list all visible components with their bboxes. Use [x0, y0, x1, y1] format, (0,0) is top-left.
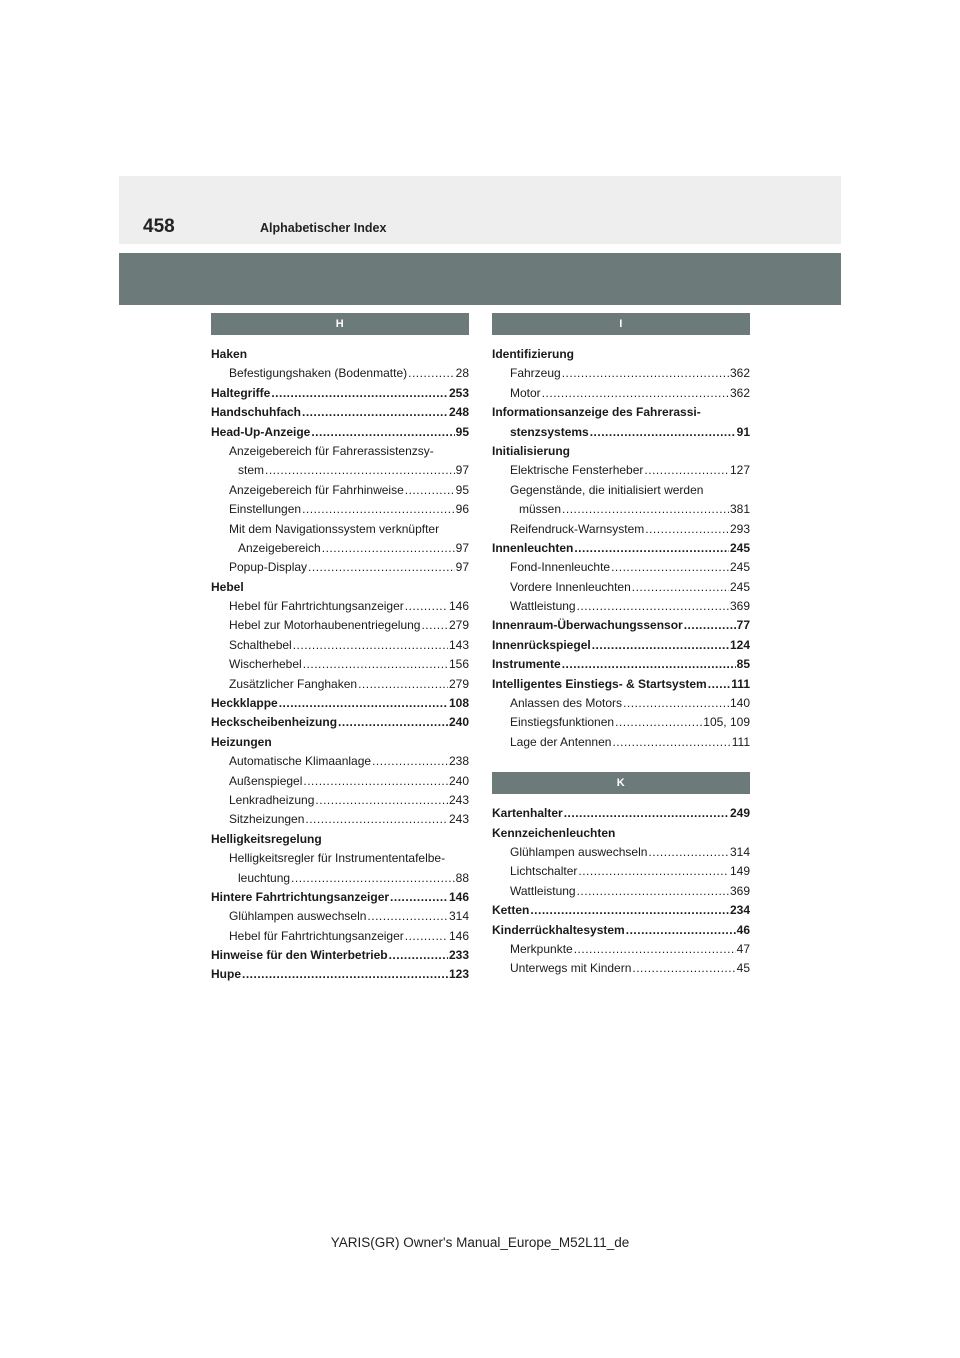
index-entry — [492, 384, 750, 403]
entry-term: Popup-Display — [229, 560, 308, 575]
entry-page: 105, 109 — [703, 715, 750, 730]
entry-page: 314 — [448, 909, 469, 924]
entry-page: 95 — [455, 482, 469, 497]
entry-page: 45 — [736, 961, 750, 976]
page-header — [119, 176, 841, 244]
dot-leader — [405, 481, 455, 500]
dot-leader — [592, 636, 729, 655]
index-entry — [211, 733, 469, 752]
header-band — [119, 253, 841, 305]
dot-leader — [574, 539, 729, 558]
entry-term: Head-Up-Anzeige — [211, 424, 311, 439]
index-entry — [211, 907, 469, 926]
index-entry — [492, 423, 750, 442]
entry-page: 96 — [455, 502, 469, 517]
entry-term: Anzeigebereich für Fahrerassistenzsy- — [229, 443, 434, 458]
dot-leader — [338, 713, 448, 732]
entry-term: Kennzeichenleuchten — [492, 825, 616, 840]
entry-page: 46 — [736, 922, 750, 937]
index-entry — [211, 966, 469, 985]
index-entry — [211, 597, 469, 616]
entry-page: 143 — [448, 637, 469, 652]
letter-bar-k: K — [492, 772, 750, 794]
dot-leader — [315, 791, 448, 810]
dot-leader — [564, 804, 729, 823]
entry-term: Heckklappe — [211, 696, 278, 711]
entry-term: Wattleistung — [510, 599, 576, 614]
entry-term: Fahrzeug — [510, 366, 561, 381]
entry-page: 369 — [729, 883, 750, 898]
index-entry — [492, 655, 750, 674]
index-entry — [211, 655, 469, 674]
entry-page: 234 — [729, 903, 750, 918]
entry-page: 362 — [729, 385, 750, 400]
entry-term: müssen — [519, 502, 562, 517]
entry-term: Fond-Innenleuchte — [510, 560, 611, 575]
dot-leader — [271, 384, 448, 403]
index-entry — [211, 423, 469, 442]
entry-term: Instrumente — [492, 657, 561, 672]
entry-term: Einstellungen — [229, 502, 302, 517]
page-number: 458 — [143, 216, 175, 237]
dot-leader — [574, 940, 736, 959]
dot-leader — [542, 384, 729, 403]
index-entry — [211, 752, 469, 771]
dot-leader — [577, 882, 729, 901]
entry-page: 249 — [729, 806, 750, 821]
dot-leader — [279, 694, 448, 713]
entry-term: Hebel für Fahrtrichtungsanzeiger — [229, 928, 404, 943]
entry-term: Glühlampen auswechseln — [229, 909, 367, 924]
index-entry — [492, 882, 750, 901]
index-entry — [492, 733, 750, 752]
section-spacer — [492, 752, 750, 772]
entry-term: Schalthebel — [229, 637, 292, 652]
index-column-left — [211, 313, 469, 985]
dot-leader — [302, 500, 455, 519]
index-entry — [211, 927, 469, 946]
index-column-right — [492, 313, 750, 979]
index-entry — [211, 520, 469, 539]
index-entry — [492, 713, 750, 732]
entry-page: 123 — [448, 967, 469, 982]
entry-term: Motor — [510, 385, 541, 400]
index-entry — [492, 959, 750, 978]
index-entry — [211, 364, 469, 383]
entry-page: 243 — [448, 792, 469, 807]
entry-term: Innenrückspiegel — [492, 637, 591, 652]
dot-leader — [311, 423, 454, 442]
entry-page: 91 — [736, 424, 750, 439]
index-entry — [211, 946, 469, 965]
dot-leader — [367, 907, 448, 926]
dot-leader — [612, 733, 730, 752]
entry-page: 243 — [448, 812, 469, 827]
index-entry — [211, 888, 469, 907]
entry-term: Glühlampen auswechseln — [510, 844, 648, 859]
entry-page: 238 — [448, 754, 469, 769]
index-entry — [492, 539, 750, 558]
dot-leader — [684, 616, 736, 635]
index-entry — [211, 636, 469, 655]
entry-page: 95 — [455, 424, 469, 439]
entry-term: Ketten — [492, 903, 530, 918]
entry-term: Hebel für Fahrtrichtungsanzeiger — [229, 599, 404, 614]
index-entry — [211, 578, 469, 597]
dot-leader — [530, 901, 729, 920]
entry-term: Wattleistung — [510, 883, 576, 898]
entry-page: 88 — [455, 870, 469, 885]
index-entry — [211, 461, 469, 480]
dot-leader — [708, 675, 731, 694]
entry-page: 97 — [455, 540, 469, 555]
dot-leader — [645, 520, 729, 539]
entry-page: 293 — [729, 521, 750, 536]
dot-leader — [421, 616, 448, 635]
entry-term: Einstiegsfunktionen — [510, 715, 615, 730]
dot-leader — [577, 597, 729, 616]
entry-page: 146 — [448, 599, 469, 614]
entry-term: Innenraum-Überwachungssensor — [492, 618, 683, 633]
entry-term: Helligkeitsregler für Instrumententafelbe- — [229, 851, 446, 866]
dot-leader — [305, 810, 448, 829]
index-entry — [492, 824, 750, 843]
entry-page: 124 — [729, 637, 750, 652]
entry-term: Handschuhfach — [211, 405, 302, 420]
index-entry — [492, 403, 750, 422]
dot-leader — [408, 364, 455, 383]
index-entry — [492, 345, 750, 364]
index-entry — [492, 481, 750, 500]
index-entry — [211, 384, 469, 403]
entry-page: 47 — [736, 941, 750, 956]
entry-term: Anzeigebereich für Fahrhinweise — [229, 482, 404, 497]
entries-i — [492, 345, 750, 752]
entry-term: Innenleuchten — [492, 540, 574, 555]
entry-term: Außenspiegel — [229, 773, 303, 788]
entry-term: Automatische Klimaanlage — [229, 754, 372, 769]
dot-leader — [390, 888, 448, 907]
dot-leader — [308, 558, 455, 577]
index-entry — [492, 940, 750, 959]
entry-page: 245 — [729, 560, 750, 575]
index-entry — [211, 403, 469, 422]
entry-page: 253 — [448, 385, 469, 400]
entry-term: Reifendruck-Warnsystem — [510, 521, 645, 536]
index-entry — [492, 901, 750, 920]
index-entry — [492, 597, 750, 616]
entry-term: Mit dem Navigationssystem verknüpfter — [229, 521, 440, 536]
footer-text: YARIS(GR) Owner's Manual_Europe_M52L11_de — [330, 1235, 630, 1250]
entry-term: Informationsanzeige des Fahrerassi- — [492, 405, 701, 420]
entry-page: 85 — [736, 657, 750, 672]
dot-leader — [372, 752, 448, 771]
dot-leader — [303, 772, 448, 791]
entries-k — [492, 804, 750, 979]
index-entry — [492, 558, 750, 577]
entry-page: 248 — [448, 405, 469, 420]
dot-leader — [242, 966, 448, 985]
dot-leader — [293, 636, 448, 655]
entry-page: 279 — [448, 618, 469, 633]
entry-page: 111 — [731, 676, 750, 691]
entry-term: Identifizierung — [492, 346, 574, 361]
letter-bar-h: H — [211, 313, 469, 335]
entry-term: Haltegriffe — [211, 385, 271, 400]
entry-page: 381 — [729, 502, 750, 517]
dot-leader — [291, 869, 455, 888]
dot-leader — [632, 578, 729, 597]
dot-leader — [615, 713, 702, 732]
entry-page: 77 — [736, 618, 750, 633]
entry-page: 279 — [448, 676, 469, 691]
dot-leader — [303, 655, 448, 674]
index-entry — [211, 810, 469, 829]
index-entry — [211, 616, 469, 635]
entry-term: Lage der Antennen — [510, 734, 612, 749]
dot-leader — [405, 597, 448, 616]
entry-term: Intelligentes Einstiegs- & Startsystem — [492, 676, 707, 691]
entry-page: 245 — [729, 540, 750, 555]
entry-term: Helligkeitsregelung — [211, 831, 322, 846]
index-entry — [492, 862, 750, 881]
index-entry — [492, 804, 750, 823]
entry-page: 149 — [729, 864, 750, 879]
entry-term: Hebel zur Motorhaubenentriegelung — [229, 618, 421, 633]
index-entry — [211, 694, 469, 713]
entry-term: Lichtschalter — [510, 864, 578, 879]
dot-leader — [644, 461, 729, 480]
index-entry — [492, 578, 750, 597]
entry-term: Merkpunkte — [510, 941, 573, 956]
index-entry — [211, 791, 469, 810]
entry-page: 146 — [448, 928, 469, 943]
entry-term: Heizungen — [211, 734, 272, 749]
entry-page: 127 — [729, 463, 750, 478]
dot-leader — [562, 500, 729, 519]
index-entry — [211, 713, 469, 732]
index-entry — [492, 442, 750, 461]
dot-leader — [322, 539, 455, 558]
index-entry — [211, 675, 469, 694]
entry-term: Hebel — [211, 579, 244, 594]
entry-term: Kartenhalter — [492, 806, 563, 821]
entry-term: Befestigungshaken (Bodenmatte) — [229, 366, 408, 381]
index-entry — [211, 772, 469, 791]
entry-term: Vordere Innenleuchten — [510, 579, 631, 594]
index-entry — [492, 636, 750, 655]
entry-term: Haken — [211, 346, 248, 361]
entry-page: 97 — [455, 463, 469, 478]
entry-page: 245 — [729, 579, 750, 594]
entry-page: 233 — [448, 948, 469, 963]
index-entry — [211, 500, 469, 519]
entry-term: Gegenstände, die initialisiert werden — [510, 482, 704, 497]
entry-term: Unterwegs mit Kindern — [510, 961, 632, 976]
entry-term: stem — [238, 463, 265, 478]
dot-leader — [358, 675, 448, 694]
entry-page: 240 — [448, 773, 469, 788]
index-entry — [211, 830, 469, 849]
entry-term: Wischerhebel — [229, 657, 302, 672]
index-entry — [492, 843, 750, 862]
section-title: Alphabetischer Index — [260, 221, 387, 235]
entry-term: leuchtung — [238, 870, 291, 885]
entry-term: Lenkradheizung — [229, 792, 315, 807]
dot-leader — [626, 921, 736, 940]
entry-term: Hinweise für den Winterbetrieb — [211, 948, 388, 963]
index-entry — [211, 345, 469, 364]
entry-page: 369 — [729, 599, 750, 614]
dot-leader — [389, 946, 448, 965]
index-entry — [211, 539, 469, 558]
entry-term: Initialisierung — [492, 443, 571, 458]
entry-page: 108 — [448, 696, 469, 711]
dot-leader — [578, 862, 729, 881]
dot-leader — [632, 959, 735, 978]
entry-term: Heckscheibenheizung — [211, 715, 338, 730]
index-entry — [492, 675, 750, 694]
index-entry — [492, 520, 750, 539]
entry-page: 28 — [455, 366, 469, 381]
entry-page: 97 — [455, 560, 469, 575]
index-entry — [211, 558, 469, 577]
dot-leader — [623, 694, 729, 713]
entry-page: 146 — [448, 889, 469, 904]
letter-bar-i: I — [492, 313, 750, 335]
entry-term: Kinderrückhaltesystem — [492, 922, 625, 937]
entry-page: 111 — [731, 734, 750, 749]
index-entry — [492, 694, 750, 713]
index-entry — [211, 869, 469, 888]
entry-term: Zusätzlicher Fanghaken — [229, 676, 358, 691]
index-entry — [492, 921, 750, 940]
index-entry — [492, 364, 750, 383]
entry-page: 314 — [729, 844, 750, 859]
index-entry — [211, 849, 469, 868]
entry-term: Anzeigebereich — [238, 540, 321, 555]
entry-term: Anlassen des Motors — [510, 696, 623, 711]
entry-term: Sitzheizungen — [229, 812, 305, 827]
entries-h — [211, 345, 469, 985]
entry-page: 140 — [729, 696, 750, 711]
entry-term: Hupe — [211, 967, 241, 982]
index-entry — [492, 461, 750, 480]
entry-page: 362 — [729, 366, 750, 381]
dot-leader — [562, 364, 729, 383]
entry-term: Elektrische Fensterheber — [510, 463, 644, 478]
entry-term: Hintere Fahrtrichtungsanzeiger — [211, 889, 390, 904]
dot-leader — [648, 843, 729, 862]
entry-page: 240 — [448, 715, 469, 730]
index-entry — [211, 442, 469, 461]
index-entry — [492, 500, 750, 519]
entry-page: 156 — [448, 657, 469, 672]
dot-leader — [611, 558, 729, 577]
index-entry — [492, 616, 750, 635]
dot-leader — [302, 403, 448, 422]
dot-leader — [265, 461, 455, 480]
entry-term: stenzsystems — [510, 424, 589, 439]
dot-leader — [562, 655, 736, 674]
dot-leader — [405, 927, 448, 946]
index-entry — [211, 481, 469, 500]
dot-leader — [590, 423, 736, 442]
